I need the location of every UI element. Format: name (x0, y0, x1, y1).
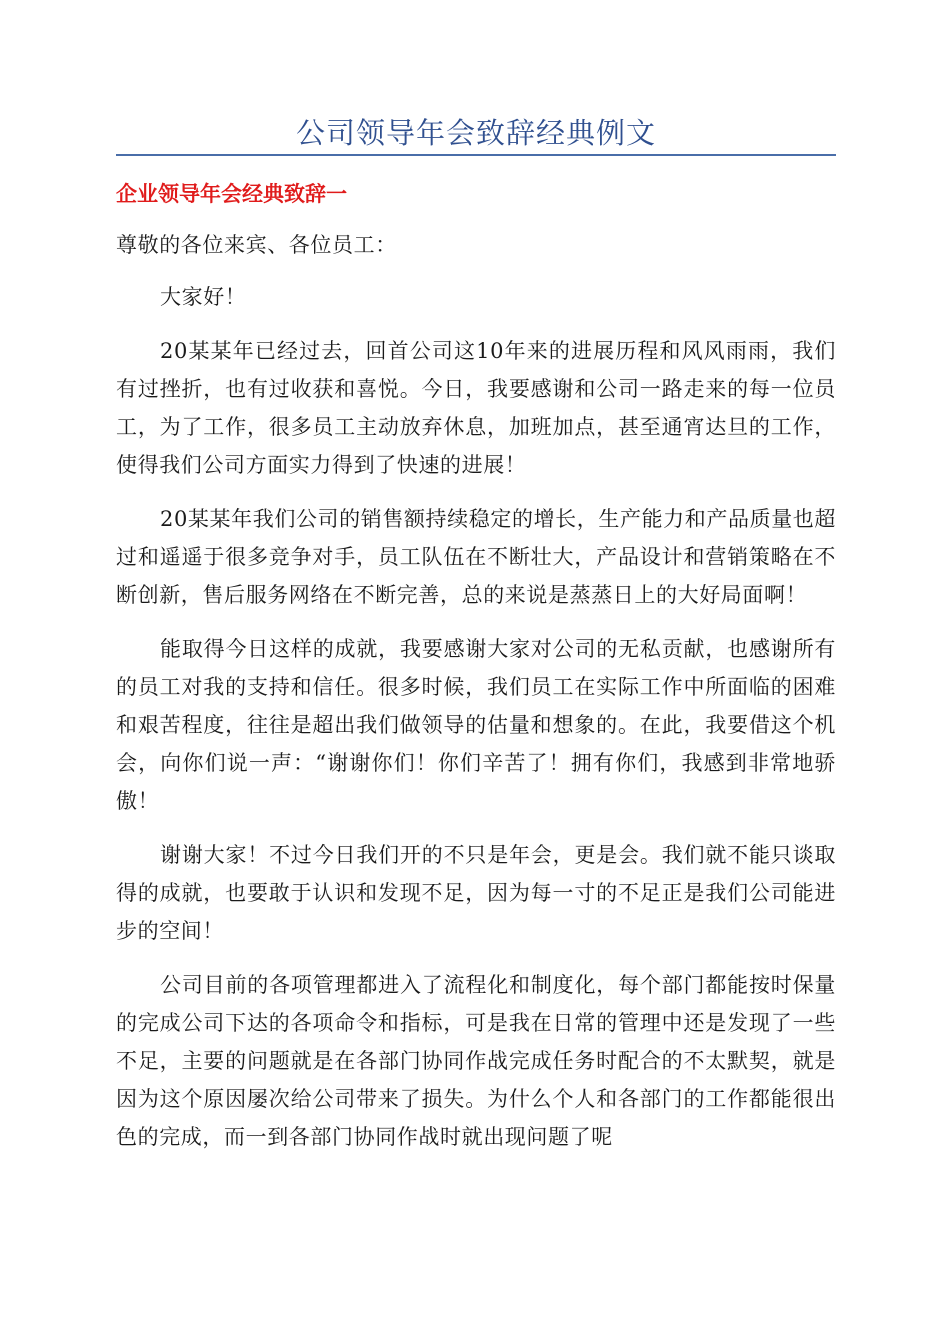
salutation-paragraph: 尊敬的各位来宾、各位员工： (116, 233, 397, 257)
body-paragraph: 20某某年已经过去，回首公司这10年来的进展历程和风风雨雨，我们有过挫折，也有过收获和喜悦。今日，我要感谢和公司一路走来的每一位员工，为了工作，很多员工主动放弃休息，加班加点，甚至通宵达旦的工作，使得我们公司方面实力得到了快速的进展！ (116, 339, 836, 477)
section-heading: 企业领导年会经典致辞一 (116, 182, 347, 206)
document-body (116, 226, 836, 1172)
greeting-paragraph: 大家好！ (160, 285, 247, 309)
body-paragraph: 谢谢大家！不过今日我们开的不只是年会，更是会。我们就不能只谈取得的成就，也要敢于认识和发现不足，因为每一寸的不足正是我们公司能进步的空间！ (116, 843, 836, 943)
document-title: 公司领导年会致辞经典例文 (295, 116, 656, 150)
title-underline (116, 154, 836, 156)
body-paragraph: 公司目前的各项管理都进入了流程化和制度化，每个部门都能按时保量的完成公司下达的各项命令和指标，可是我在日常的管理中还是发现了一些不足，主要的问题就是在各部门协同作战完成任务时配合的不太默契，就是因为这个原因屡次给公司带来了损失。为什么个人和各部门的工作都能很出色的完成，而一到各部门协同作战时就出现问题了呢 (116, 973, 836, 1149)
body-paragraph: 能取得今日这样的成就，我要感谢大家对公司的无私贡献，也感谢所有的员工对我的支持和信任。很多时候，我们员工在实际工作中所面临的困难和艰苦程度，往往是超出我们做领导的估量和想象的。在此，我要借这个机会，向你们说一声：“谢谢你们！你们辛苦了！拥有你们，我感到非常地骄傲！ (116, 637, 836, 813)
body-paragraph: 20某某年我们公司的销售额持续稳定的增长，生产能力和产品质量也超过和遥遥于很多竞争对手，员工队伍在不断壮大，产品设计和营销策略在不断创新，售后服务网络在不断完善，总的来说是蒸蒸日上的大好局面啊！ (116, 507, 836, 607)
